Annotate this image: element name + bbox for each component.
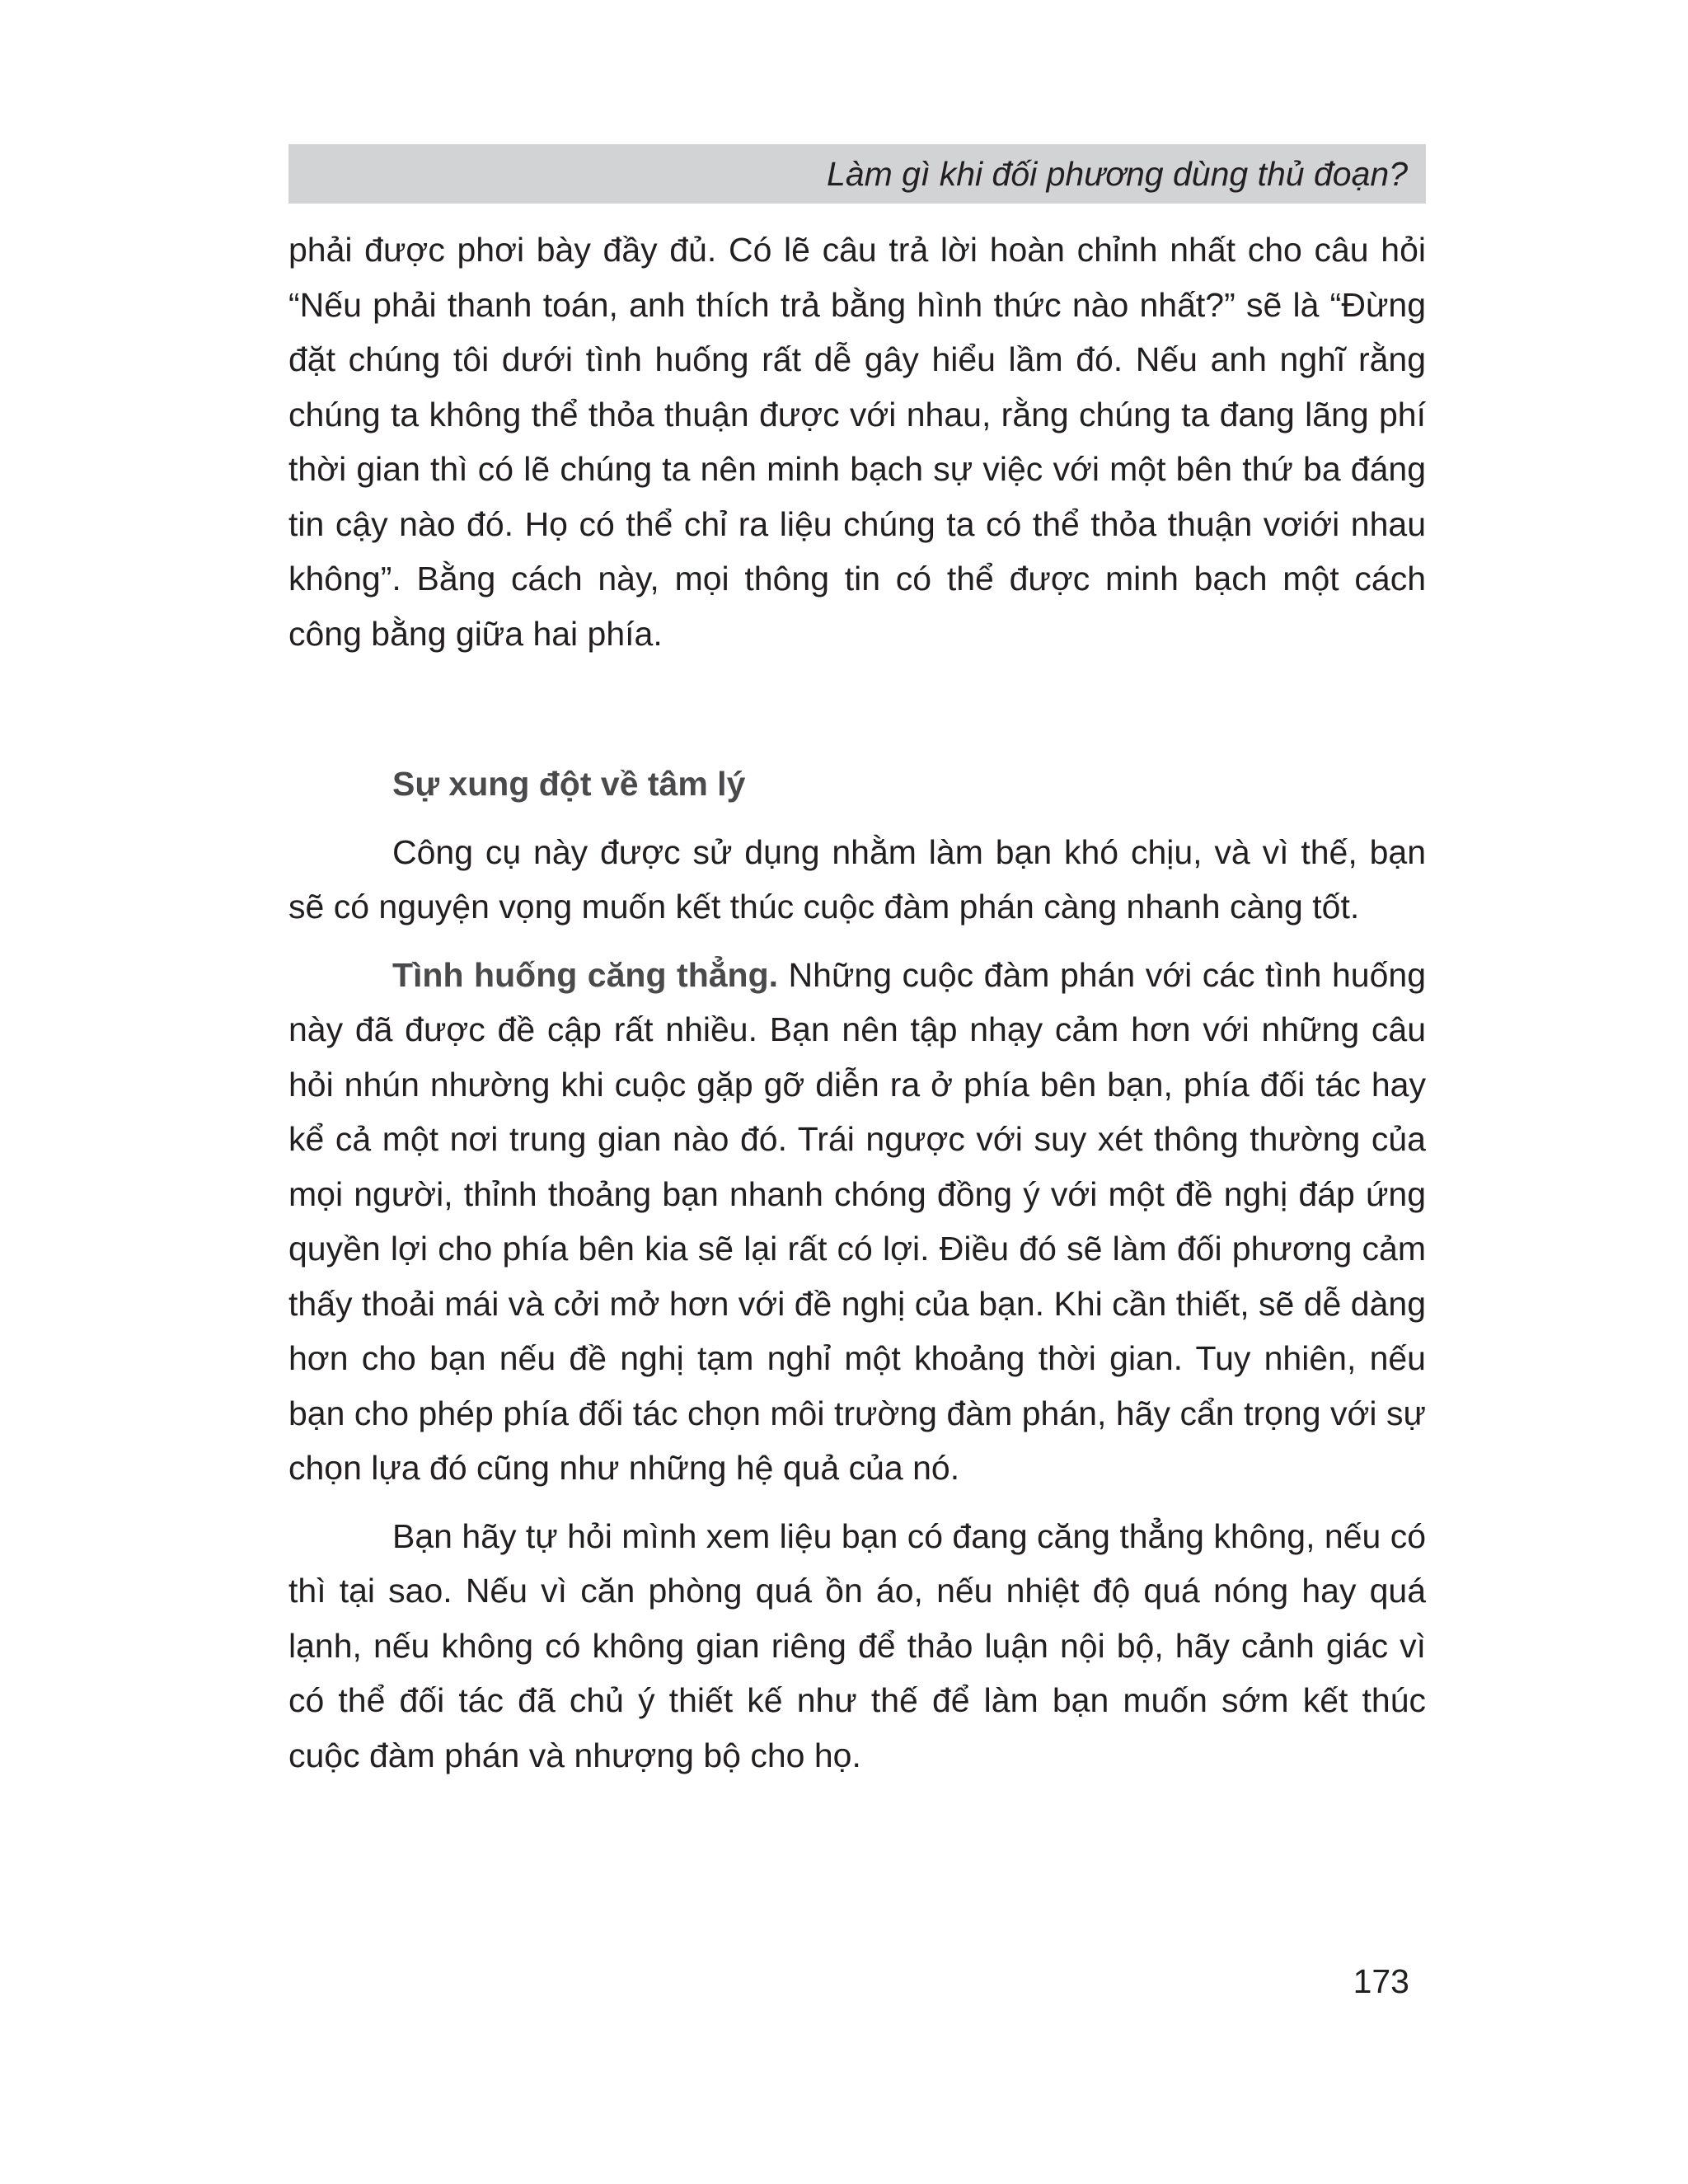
page-number: 173 xyxy=(1353,1962,1409,2000)
running-header xyxy=(288,144,1426,204)
paragraph-intro: Công cụ này được sử dụng nhằm làm bạn khó chịu, và vì thế, bạn sẽ có nguyện vọng muốn kết thúc cuộc đàm phán càng nhanh càng tốt. xyxy=(288,832,1426,926)
paragraph-tense-situation xyxy=(288,948,1426,1496)
paragraph-text: Những cuộc đàm phán với các tình huống này đã được đề cập rất nhiều. Bạn nên tập nhạy cảm hơn với những câu hỏi nhún nhường khi cuộc gặp gỡ diễn ra ở phía bên bạn, phía đối tác hay kể cả một nơi trung gian nào đó. Trái ngược với suy xét thông thường của mọi người, thỉnh thoảng bạn nhanh chóng đồng ý với một đề nghị đáp ứng quyền lợi cho phía bên kia sẽ lại rất có lợi. Điều đó sẽ làm đối phương cảm thấy thoải mái và cởi mở hơn với đề nghị của bạn. Khi cần thiết, sẽ dễ dàng hơn cho bạn nếu đề nghị tạm nghỉ một khoảng thời gian. Tuy nhiên, nếu bạn cho phép phía đối tác chọn môi trường đàm phán, hãy cẩn trọng với sự chọn lựa đó cũng như những hệ quả của nó. xyxy=(288,955,1426,1487)
paragraph-self-check: Bạn hãy tự hỏi mình xem liệu bạn có đang căng thẳng không, nếu có thì tại sao. Nếu vì căn phòng quá ồn áo, nếu nhiệt độ quá nóng hay quá lạnh, nếu không có không gian riêng để thảo luận nội bộ, hãy cảnh giác vì có thể đối tác đã chủ ý thiết kế như thế để làm bạn muốn sớm kết thúc cuộc đàm phán và nhượng bộ cho họ. xyxy=(288,1516,1426,1774)
running-header-title: Làm gì khi đối phương dùng thủ đoạn? xyxy=(826,155,1408,193)
paragraph-continued: phải được phơi bày đầy đủ. Có lẽ câu trả lời hoàn chỉnh nhất cho câu hỏi “Nếu phải thanh toán, anh thích trả bằng hình thức nào nhất?” sẽ là “Đừng đặt chúng tôi dưới tình huống rất dễ gây hiểu lầm đó. Nếu anh nghĩ rằng chúng ta không thể thỏa thuận được với nhau, rằng chúng ta đang lãng phí thời gian thì có lẽ chúng ta nên minh bạch sự việc với một bên thứ ba đáng tin cậy nào đó. Họ có thể chỉ ra liệu chúng ta có thể thỏa thuận vơiới nhau không”. Bằng cách này, mọi thông tin có thể được minh bạch một cách công bằng giữa hai phía. xyxy=(288,231,1426,653)
paragraph-lead-term: Tình huống căng thẳng. xyxy=(392,955,779,994)
section-heading: Sự xung đột về tâm lý xyxy=(392,765,746,803)
page-body xyxy=(288,223,1426,1783)
